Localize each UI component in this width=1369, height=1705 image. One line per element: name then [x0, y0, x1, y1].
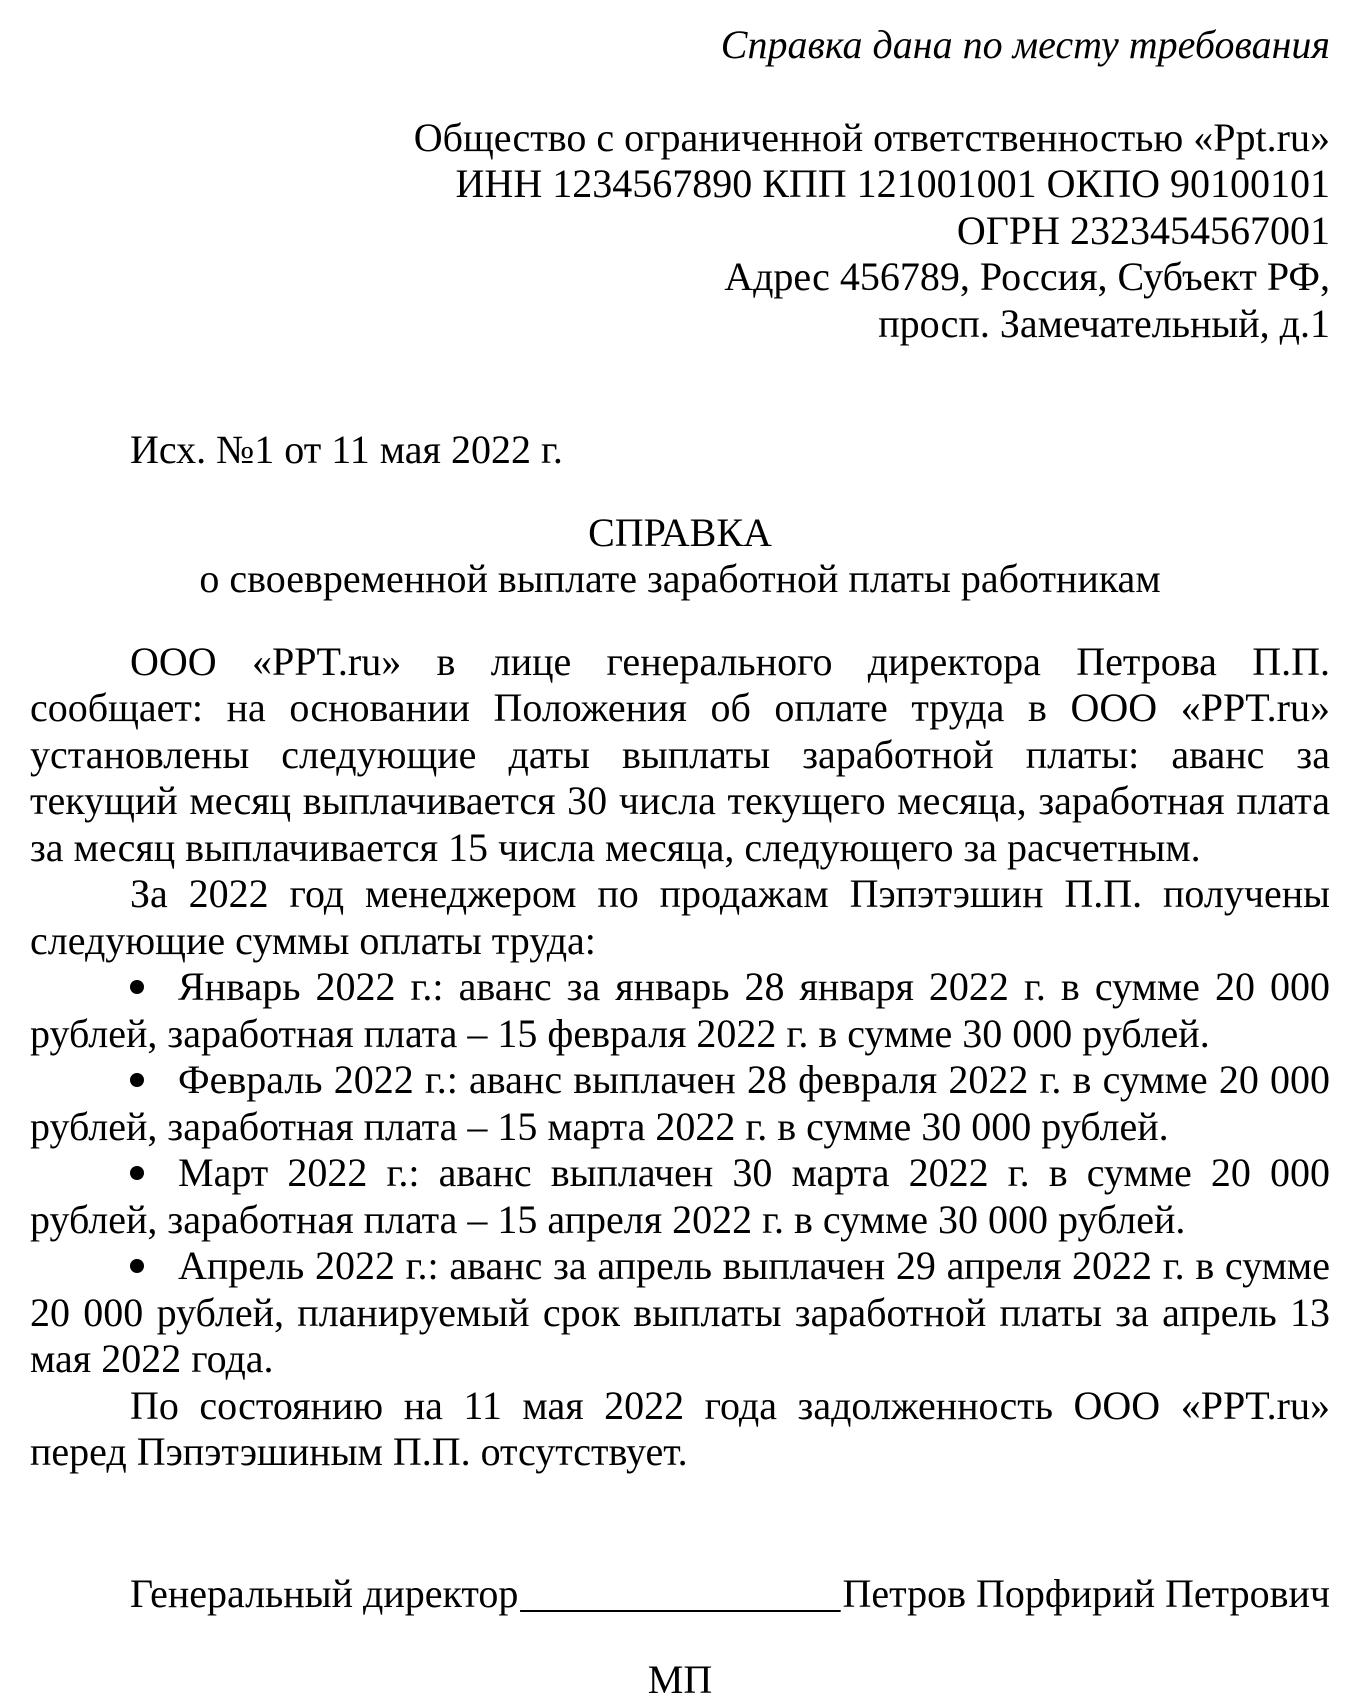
company-address-line-2: просп. Замечательный, д.1 — [878, 300, 1330, 346]
intro-paragraph: ООО «PPT.ru» в лице генерального директора Петрова П.П. сообщает: на основании Положения об оплате труда в ООО «PPT.ru» установлены следующие даты выплаты заработной платы: аванс за текущий месяц выплачивается 30 числа текущего месяца, заработная плата за месяц выплачивается 15 числа месяца, следующего за расчетным. — [30, 638, 1330, 870]
signature-position-label: Генеральный директор — [130, 1570, 519, 1616]
signature-name: Петров Порфирий Петрович — [842, 1570, 1330, 1616]
bullet-item — [30, 1057, 1330, 1150]
bullet-item — [30, 1243, 1330, 1383]
bullet-item-text: Январь 2022 г.: аванс за январь 28 января 2022 г. в сумме 20 000 рублей, заработная плата – 15 февраля 2022 г. в сумме 30 000 рублей. — [30, 964, 1330, 1056]
company-ogrn: ОГРН 2323454567001 — [956, 207, 1330, 253]
bullet-icon — [130, 1259, 144, 1273]
bullet-item-text: Апрель 2022 г.: аванс за апрель выплачен 29 апреля 2022 г. в сумме 20 000 рублей, планируемый срок выплаты заработной платы за апрель 13 мая 2022 года. — [30, 1243, 1330, 1381]
requisition-note: Справка дана по месту требования — [720, 22, 1330, 67]
document-subtitle: о своевременной выплате заработной платы работникам — [199, 556, 1161, 601]
stamp-placeholder: МП — [647, 1657, 713, 1702]
bullet-item-text: Февраль 2022 г.: аванс выплачен 28 февраля 2022 г. в сумме 20 000 рублей, заработная плата – 15 марта 2022 г. в сумме 30 000 рублей. — [30, 1057, 1330, 1149]
closing-paragraph: По состоянию на 11 мая 2022 года задолженность ООО «PPT.ru» перед Пэпэтэшиным П.П. отсутствует. — [30, 1382, 1330, 1474]
bullet-icon — [130, 980, 144, 994]
company-inn-kpp-okpo: ИНН 1234567890 КПП 121001001 ОКПО 90100101 — [455, 161, 1330, 206]
bullet-item — [30, 964, 1330, 1057]
bullet-item-text: Март 2022 г.: аванс выплачен 30 марта 2022 г. в сумме 20 000 рублей, заработная плата – 15 апреля 2022 г. в сумме 30 000 рублей. — [30, 1150, 1330, 1242]
outgoing-reference: Исх. №1 от 11 мая 2022 г. — [130, 427, 563, 472]
signature-row — [30, 1571, 1330, 1618]
bullet-icon — [130, 1073, 144, 1087]
company-address-line-1: Адрес 456789, Россия, Субъект РФ, — [724, 254, 1330, 299]
company-requisites-block — [30, 115, 1330, 348]
document-title: СПРАВКА — [588, 509, 772, 555]
salary-bullet-list — [30, 964, 1330, 1383]
bullet-item — [30, 1150, 1330, 1243]
signature-underline: ________________ — [520, 1570, 841, 1616]
company-name: Общество с ограниченной ответственностью «Ppt.ru» — [413, 114, 1330, 160]
bullet-icon — [130, 1166, 144, 1180]
salary-list-intro-paragraph: За 2022 год менеджером по продажам Пэпэтэшин П.П. получены следующие суммы оплаты труда: — [30, 871, 1330, 963]
